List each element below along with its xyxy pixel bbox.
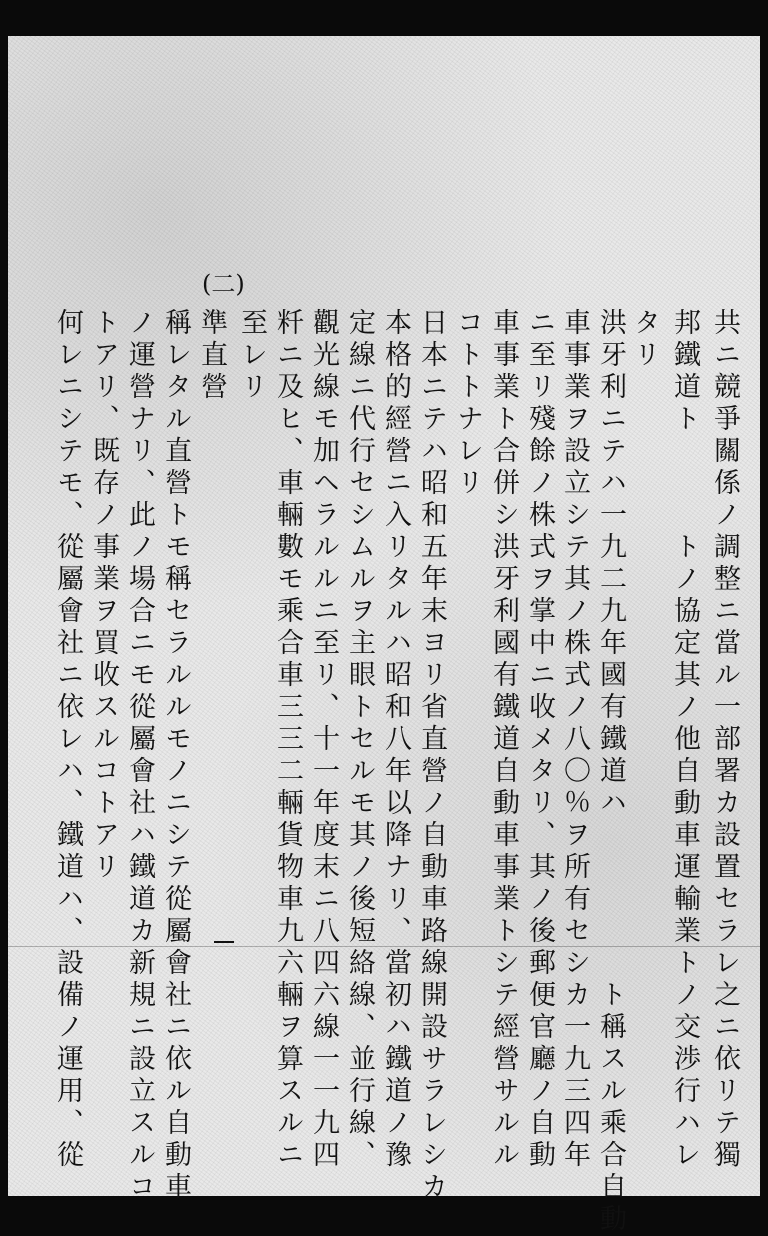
text-column-2: 邦鐵道ト トノ協定其ノ他自動車運輸業トノ交渉行ハレ — [669, 308, 700, 1172]
text-column-6: ニ至リ殘餘ノ株式ヲ掌中ニ收メタリ、其ノ後郵便官廳ノ自動 — [524, 308, 555, 1172]
text-column-17: ノ運營ナリ、此ノ場合ニモ從屬會社ハ鐵道カ新規ニ設立スルコ — [124, 308, 155, 1204]
document-page — [8, 36, 760, 1236]
text-column-5: 車事業ヲ設立シテ其ノ株式ノ八〇％ヲ所有セシカ一九三四年 — [559, 308, 590, 1172]
text-column-12: 觀光線モ加ヘラルルニ至リ、十一年度末ニ八四六線一一九四 — [308, 308, 339, 1172]
text-column-4: 洪牙利ニテハ一九二九年國有鐵道ハ ト稱スル乘合自動 — [595, 308, 626, 1236]
inline-dash — [214, 941, 234, 943]
text-column-14: 至レリ — [236, 308, 267, 404]
text-column-1: 共ニ競爭關係ノ調整ニ當ル一部署カ設置セラレ之ニ依リテ獨 — [709, 308, 740, 1172]
text-column-16: 稱レタル直營トモ稱セラルルモノニシテ從屬會社ニ依ル自動車 — [160, 308, 191, 1204]
text-column-11: 定線ニ代行セシムルヲ主眼トセルモ其ノ後短絡線、並行線、 — [344, 308, 375, 1172]
section-marker: (二) — [202, 270, 245, 298]
text-column-15: 準直營 — [196, 308, 227, 404]
text-column-10: 本格的經營ニ入リタルハ昭和八年以降ナリ、當初ハ鐵道ノ豫 — [380, 308, 411, 1172]
text-column-9: 日本ニテハ昭和五年末ヨリ省直營ノ自動車路線開設サラレシカ — [416, 308, 447, 1204]
text-column-7: 車事業ト合併シ洪牙利國有鐵道自動車事業トシテ經營サルル — [488, 308, 519, 1172]
text-column-18: トアリ、既存ノ事業ヲ買收スルコトアリ — [88, 308, 119, 884]
text-column-3: タリ — [629, 308, 660, 372]
text-column-8: コトトナレリ — [452, 308, 483, 500]
text-column-13: 粁ニ及ヒ、車輛數モ乘合車三三二輛貨物車九六輛ヲ算スルニ — [272, 308, 303, 1172]
text-column-19: 何レニシテモ、從屬會社ニ依レハ、鐵道ハ、設備ノ運用、從 — [52, 308, 83, 1172]
